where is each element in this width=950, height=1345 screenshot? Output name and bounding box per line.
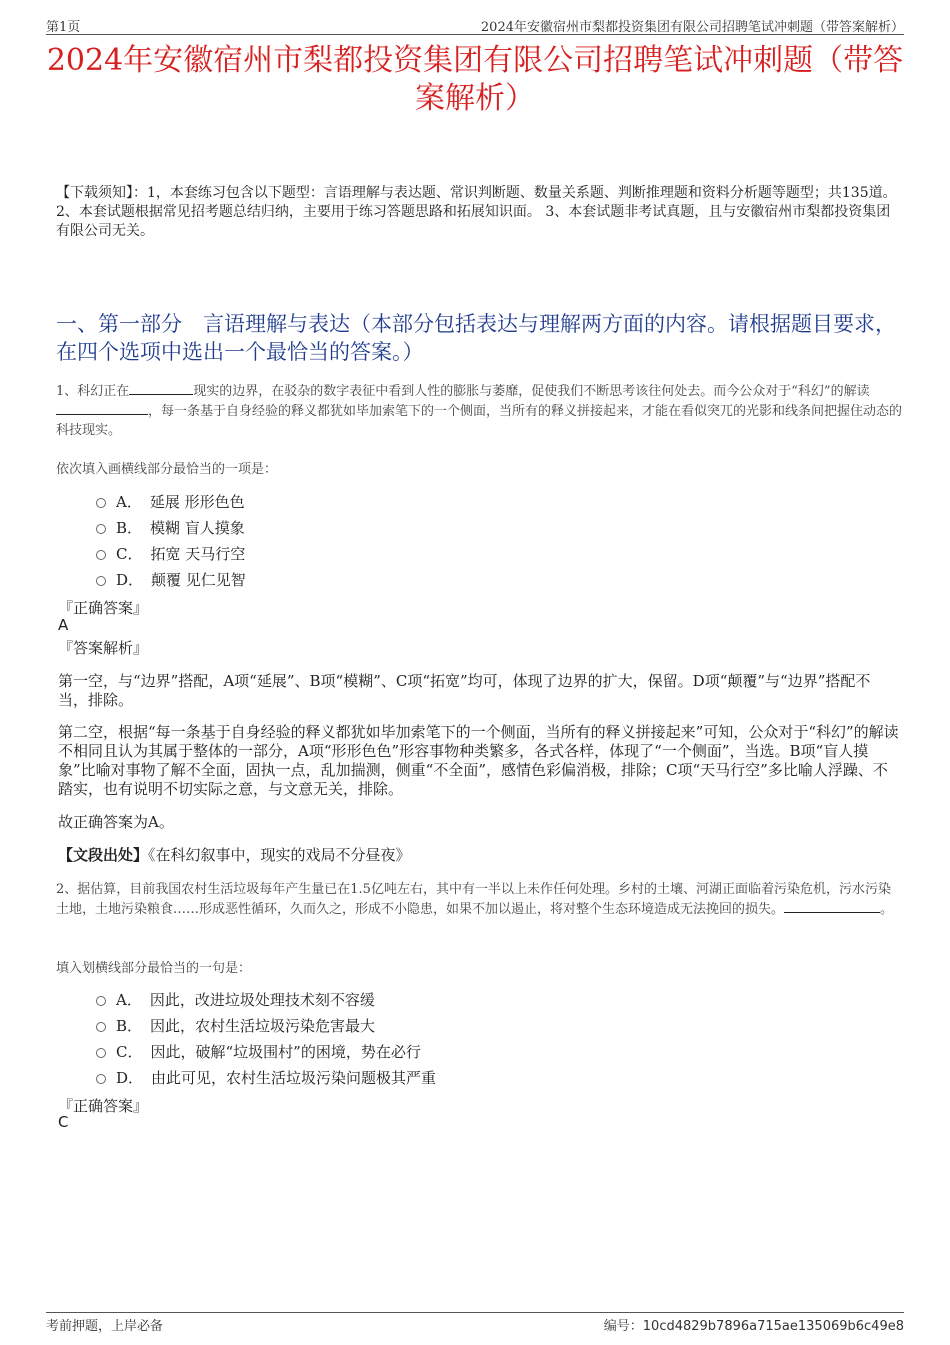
option-letter: C． [116, 1042, 143, 1061]
footer-slogan: 考前押题，上岸必备 [46, 1319, 164, 1334]
option-letter: D． [116, 570, 144, 589]
option-text: 拓宽 天马行空 [150, 544, 246, 563]
q1-blank-2 [56, 401, 148, 415]
option-text: 因此，破解“垃圾围村”的困境，势在必行 [150, 1042, 421, 1061]
radio-icon[interactable] [96, 996, 106, 1006]
option-letter: D． [116, 1068, 144, 1087]
q1-source-label: 【文段出处】 [58, 846, 149, 864]
radio-icon[interactable] [96, 524, 106, 534]
header-doc-title: 2024年安徽宿州市梨都投资集团有限公司招聘笔试冲刺题（带答案解析） [480, 20, 904, 35]
q1-option-d[interactable] [96, 566, 246, 592]
q1-blank-1 [129, 381, 193, 395]
q2-option-b[interactable] [96, 1012, 436, 1038]
page-footer [46, 1312, 904, 1334]
q1-option-b[interactable] [96, 514, 246, 540]
footer-code-label: 编号： [603, 1319, 643, 1334]
option-letter: B． [116, 1016, 143, 1035]
q1-analysis-paragraph-1: 第一空，与“边界”搭配，A项“延展”、B项“模糊”、C项“拓宽”均可，体现了边界的扩大，保留。D项“颠覆”与“边界”搭配不当，排除。 [58, 672, 871, 709]
q1-stem-part-c: ，每一条基于自身经验的释义都犹如毕加索笔下的一个侧面，当所有的释义拼接起来，才能在看似突兀的光影和线条间把握住动态的科技现实。 [56, 404, 903, 438]
q1-stem-part-a: 1、科幻正在 [56, 384, 130, 399]
option-text: 因此，改进垃圾处理技术刻不容缓 [149, 990, 375, 1009]
radio-icon[interactable] [96, 550, 106, 560]
radio-icon[interactable] [96, 1048, 106, 1058]
option-letter: B． [116, 518, 143, 537]
option-letter: A． [116, 492, 142, 511]
q2-stem-end: 。 [880, 902, 894, 917]
option-text: 由此可见，农村生活垃圾污染问题极其严重 [151, 1068, 437, 1087]
q2-option-a[interactable] [96, 986, 436, 1012]
q1-source [58, 846, 900, 865]
question-2-stem [56, 880, 902, 919]
download-notice: 【下载须知】：1，本套练习包含以下题型：言语理解与表达题、常识判断题、数量关系题、判断推理题和资料分析题等题型；共135道。 2、本套试题根据常见招考题总结归纳，主要用于练习答题思路和拓展知识面。 3、本套试题非考试真题，且与安徽宿州市梨都投资集团有限公司无关。 [56, 185, 897, 239]
question-1-stem [56, 381, 902, 440]
q2-option-c[interactable] [96, 1038, 436, 1064]
radio-icon[interactable] [96, 1022, 106, 1032]
page-header [46, 14, 904, 35]
q2-option-d[interactable] [96, 1064, 436, 1090]
q1-source-text: 《在科幻叙事中，现实的戏局不分昼夜》 [148, 846, 411, 864]
option-text: 模糊 盲人摸象 [150, 518, 245, 537]
footer-code-block [604, 1315, 904, 1334]
q2-stem-text: 2、据估算，目前我国农村生活垃圾每年产生量已在1.5亿吨左右，其中有一半以上未作任何处理。乡村的土壤、河湖正面临着污染危机，污水污染土地，土地污染粮食……形成恶性循环，久而久之，形成不小隐患，如果不加以遏止，将对整个生态环境造成无法挽回的损失。 [56, 882, 891, 917]
option-text: 因此，农村生活垃圾污染危害最大 [150, 1016, 376, 1035]
option-letter: A． [116, 990, 142, 1009]
section-title: 一、第一部分 言语理解与表达（本部分包括表达与理解两方面的内容。请根据题目要求，在四个选项中选出一个最恰当的答案。） [56, 312, 896, 364]
page-number: 第1页 [46, 20, 81, 35]
footer-code: 10cd4829b7896a715ae135069b6c49e8 [642, 1319, 904, 1334]
option-text: 延展 形形色色 [149, 492, 245, 511]
option-text: 颠覆 见仁见智 [151, 570, 246, 589]
q1-analysis-paragraph-2: 第二空，根据“每一条基于自身经验的释义都犹如毕加索笔下的一个侧面，当所有的释义拼接起来”可知，公众对于“科幻”的解读不相同且认为其属于整体的一部分，A项“形形色色”形容事物种类繁多，各式各样，体现了“一个侧面”，当选。B项“盲人摸象”比喻对事物了解不全面，固执一点，乱加揣测，侧重“不全面”，感情色彩偏消极，排除；C项“天马行空”多比喻人浮躁、不踏实，也有说明不切实际之意，与文意无关，排除。 [58, 723, 899, 798]
q1-options [96, 488, 246, 592]
q1-conclusion: 故正确答案为A。 [58, 813, 174, 831]
q2-answer: C [58, 1113, 69, 1131]
q1-prompt: 依次填入画横线部分最恰当的一项是： [56, 462, 278, 477]
q1-option-a[interactable] [96, 488, 246, 514]
q1-option-c[interactable] [96, 540, 246, 566]
document-title: 2024年安徽宿州市梨都投资集团有限公司招聘笔试冲刺题（带答案解析） [46, 43, 904, 116]
q1-answer: A [58, 616, 69, 634]
q1-analysis-label: 『答案解析』 [58, 639, 149, 657]
radio-icon[interactable] [96, 498, 106, 508]
radio-icon[interactable] [96, 576, 106, 586]
q2-blank [784, 899, 880, 913]
q2-options [96, 986, 436, 1090]
option-letter: C． [116, 544, 143, 563]
q2-prompt: 填入划横线部分最恰当的一句是： [56, 961, 252, 976]
radio-icon[interactable] [96, 1074, 106, 1084]
q1-stem-part-b: 现实的边界，在驳杂的数字表征中看到人性的膨胀与萎靡，促使我们不断思考该往何处去。而今公众对于“科幻”的解读 [193, 384, 870, 399]
q1-answer-label: 『正确答案』 [58, 599, 149, 617]
q2-answer-label: 『正确答案』 [58, 1097, 149, 1115]
